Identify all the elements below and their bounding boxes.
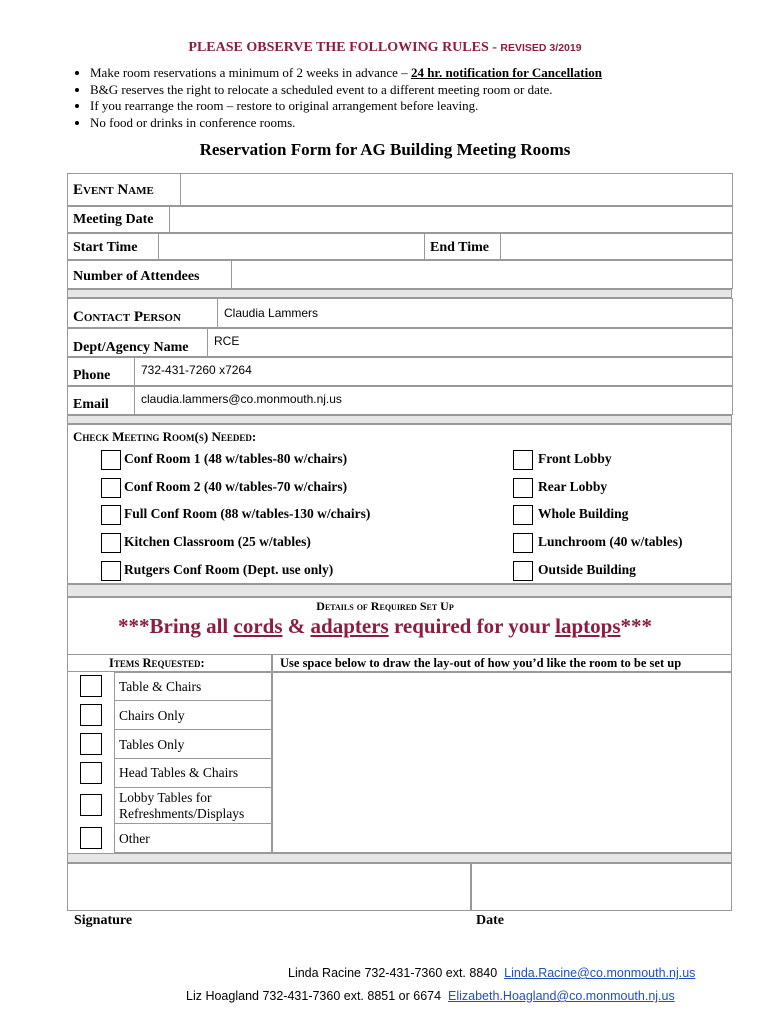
phone-label: Phone bbox=[73, 368, 111, 383]
contact-person-value: Claudia Lammers bbox=[224, 306, 319, 320]
revised-date: REVISED 3/2019 bbox=[500, 42, 582, 54]
item-label: Table & Chairs bbox=[119, 679, 202, 694]
rooms-section bbox=[67, 424, 732, 584]
end-time-label: End Time bbox=[430, 240, 490, 255]
contact-linda-text: Linda Racine 732-431-7360 ext. 8840 bbox=[288, 966, 498, 980]
attendees-field[interactable] bbox=[231, 260, 733, 289]
dept-row bbox=[67, 328, 732, 357]
phone-value: 732-431-7260 x7264 bbox=[141, 363, 252, 377]
draw-header bbox=[272, 654, 732, 672]
items-header bbox=[67, 654, 272, 672]
bring-text: *** bbox=[620, 614, 652, 638]
rule-item: • If you rearrange the room – restore to original arrangement before leaving. bbox=[90, 98, 602, 115]
item-label: Chairs Only bbox=[119, 708, 185, 723]
room-label: Lunchroom (40 w/tables) bbox=[538, 534, 683, 549]
room-label: Rutgers Conf Room (Dept. use only) bbox=[124, 562, 334, 577]
room-checkbox[interactable] bbox=[101, 478, 121, 498]
start-time-field[interactable] bbox=[158, 233, 425, 260]
date-box[interactable] bbox=[471, 863, 732, 911]
item-checkbox[interactable] bbox=[80, 675, 102, 697]
room-checkbox[interactable] bbox=[101, 561, 121, 581]
contact-liz bbox=[186, 989, 675, 1003]
room-label: Conf Room 1 (48 w/tables-80 w/chairs) bbox=[124, 451, 348, 466]
section-divider bbox=[67, 289, 732, 298]
item-checkbox[interactable] bbox=[80, 733, 102, 755]
room-label: Rear Lobby bbox=[538, 479, 608, 494]
item-checkbox[interactable] bbox=[80, 704, 102, 726]
item-label: Refreshments/Displays bbox=[119, 806, 245, 821]
room-label: Whole Building bbox=[538, 506, 629, 521]
layout-drawing-area[interactable] bbox=[272, 672, 732, 853]
room-checkbox[interactable] bbox=[513, 533, 533, 553]
room-label: Kitchen Classroom (25 w/tables) bbox=[124, 534, 311, 549]
room-checkbox[interactable] bbox=[101, 505, 121, 525]
contact-linda bbox=[288, 966, 695, 980]
room-label: Front Lobby bbox=[538, 451, 612, 466]
rule-emphasis: 24 hr. notification for Cancellation bbox=[410, 65, 602, 80]
rule-item bbox=[90, 65, 602, 82]
item-checkbox[interactable] bbox=[80, 827, 102, 849]
rule-item: • No food or drinks in conference rooms. bbox=[90, 115, 602, 132]
section-divider bbox=[67, 584, 732, 597]
attendees-row bbox=[67, 260, 732, 289]
bring-text: & bbox=[282, 614, 311, 638]
email-row bbox=[67, 386, 732, 415]
form-title: Reservation Form for AG Building Meeting Rooms bbox=[199, 140, 571, 159]
phone-row bbox=[67, 357, 732, 386]
contact-linda-email[interactable]: Linda.Racine@co.monmouth.nj.us bbox=[504, 966, 696, 980]
contact-person-field[interactable] bbox=[217, 298, 733, 328]
end-time-field[interactable] bbox=[500, 233, 733, 260]
time-row bbox=[67, 233, 732, 260]
rule-item: • B&G reserves the right to relocate a scheduled event to a different meeting room or date. bbox=[90, 82, 602, 99]
dept-value: RCE bbox=[214, 334, 240, 348]
signature-label: Signature bbox=[74, 913, 133, 928]
contact-row bbox=[67, 298, 732, 328]
start-time-label: Start Time bbox=[73, 240, 138, 255]
item-label: Lobby Tables for bbox=[119, 790, 212, 805]
bring-notice bbox=[0, 614, 770, 639]
phone-field[interactable] bbox=[134, 357, 733, 386]
room-checkbox[interactable] bbox=[101, 533, 121, 553]
room-checkbox[interactable] bbox=[513, 478, 533, 498]
email-field[interactable] bbox=[134, 386, 733, 415]
bring-text: required for your bbox=[388, 614, 556, 638]
room-checkbox[interactable] bbox=[101, 450, 121, 470]
meeting-date-field[interactable] bbox=[169, 206, 733, 233]
contact-person-label: Contact Person bbox=[73, 309, 181, 325]
rule-text: Make room reservations a minimum of 2 weeks in advance – bbox=[90, 65, 411, 80]
event-name-row bbox=[67, 173, 732, 206]
bring-adapters: adapters bbox=[310, 614, 389, 638]
contact-liz-email[interactable]: Elizabeth.Hoagland@co.monmouth.nj.us bbox=[448, 989, 675, 1003]
dept-label: Dept/Agency Name bbox=[73, 340, 189, 355]
item-label: Head Tables & Chairs bbox=[119, 765, 239, 780]
bring-cords: cords bbox=[233, 614, 283, 638]
email-label: Email bbox=[73, 397, 109, 412]
contact-liz-text: Liz Hoagland 732-431-7360 ext. 8851 or 6674 bbox=[186, 989, 442, 1003]
section-divider bbox=[67, 853, 732, 863]
item-label: Other bbox=[119, 831, 150, 846]
item-checkbox[interactable] bbox=[80, 762, 102, 784]
rules-list bbox=[64, 65, 602, 131]
bring-text: ***Bring all bbox=[118, 614, 234, 638]
items-heading: Items Requested: bbox=[109, 656, 205, 670]
setup-heading: Details of Required Set Up bbox=[316, 599, 454, 613]
dept-field[interactable] bbox=[207, 328, 733, 357]
room-checkbox[interactable] bbox=[513, 561, 533, 581]
item-checkbox[interactable] bbox=[80, 794, 102, 816]
rooms-heading: Check Meeting Room(s) Needed: bbox=[73, 429, 257, 444]
event-name-label: Event Name bbox=[73, 182, 154, 198]
room-label: Full Conf Room (88 w/tables-130 w/chairs) bbox=[124, 506, 371, 521]
event-name-field[interactable] bbox=[180, 173, 733, 206]
draw-heading: Use space below to draw the lay-out of how you’d like the room to be set up bbox=[280, 656, 682, 670]
date-label: Date bbox=[476, 913, 504, 928]
rules-title: PLEASE OBSERVE THE FOLLOWING RULES - bbox=[188, 40, 501, 55]
email-value: claudia.lammers@co.monmouth.nj.us bbox=[141, 392, 342, 406]
meeting-date-row bbox=[67, 206, 732, 233]
bring-laptops: laptops bbox=[555, 614, 621, 638]
room-checkbox[interactable] bbox=[513, 505, 533, 525]
attendees-label: Number of Attendees bbox=[73, 269, 200, 284]
room-checkbox[interactable] bbox=[513, 450, 533, 470]
signature-box[interactable] bbox=[67, 863, 471, 911]
room-label: Outside Building bbox=[538, 562, 636, 577]
rules-header bbox=[0, 40, 770, 56]
room-label: Conf Room 2 (40 w/tables-70 w/chairs) bbox=[124, 479, 348, 494]
section-divider bbox=[67, 415, 732, 424]
item-label: Tables Only bbox=[119, 737, 185, 752]
meeting-date-label: Meeting Date bbox=[73, 212, 154, 227]
